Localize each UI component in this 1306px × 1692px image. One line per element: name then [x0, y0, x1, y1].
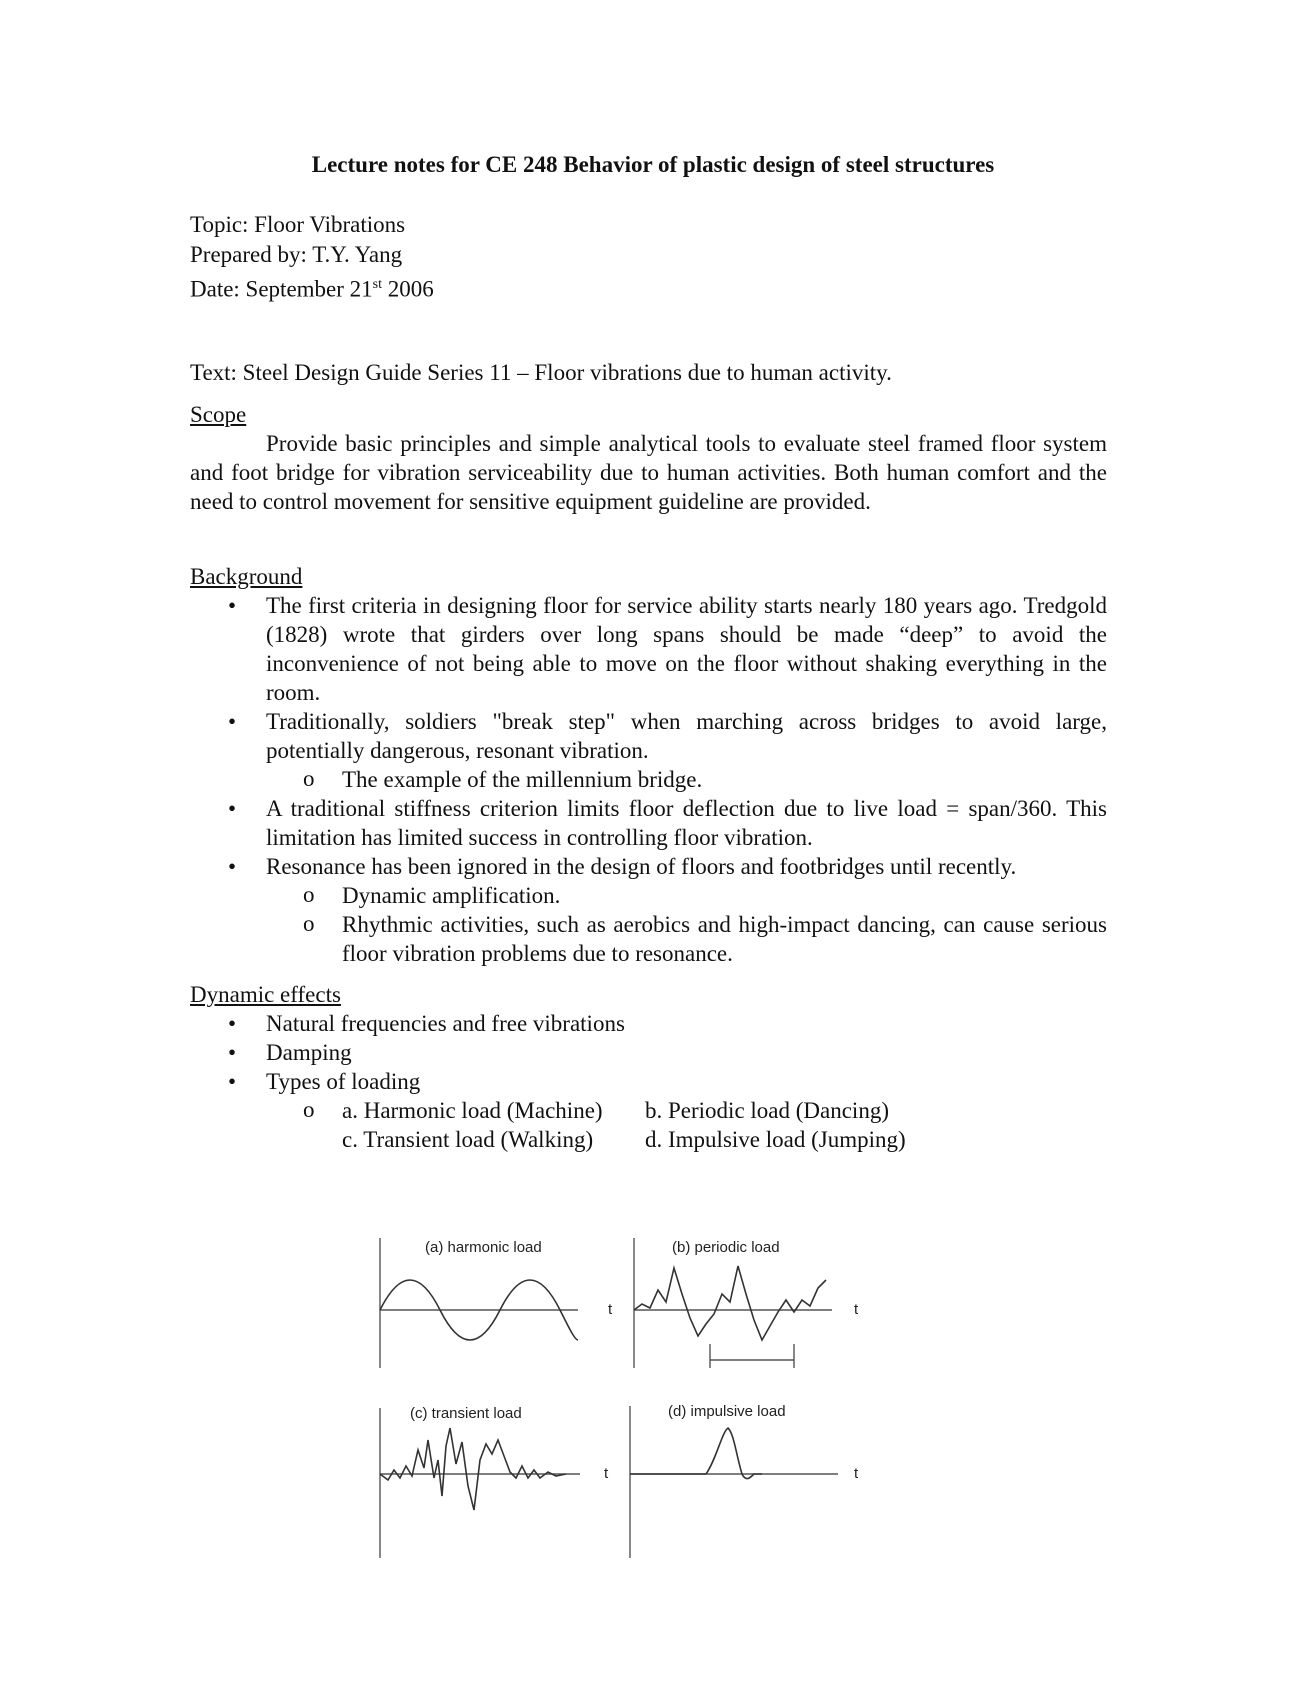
list-item: • A traditional stiffness criterion limits floor deflection due to live load = span/360. This limitation has limited success in controlling floor vibration.: [190, 794, 1107, 852]
scope-section: [190, 400, 1107, 516]
panel-harmonic: [380, 1238, 613, 1368]
dynamic-effects-section: [190, 980, 1107, 1154]
axis-t-d: t: [854, 1465, 859, 1482]
sub-list-item: [266, 1096, 1107, 1154]
load-type-c: c. Transient load (Walking): [342, 1127, 594, 1152]
list-item: [190, 707, 1107, 794]
panel-transient: [380, 1405, 609, 1558]
panel-impulsive: [630, 1403, 859, 1558]
load-types-figure: [370, 1228, 890, 1568]
load-type-b: b. Periodic load (Dancing): [645, 1098, 889, 1123]
load-types-diagram: [370, 1228, 890, 1568]
axis-t-b: t: [854, 1301, 859, 1318]
prepared-by-line: Prepared by: T.Y. Yang: [190, 242, 403, 267]
panel-label-c: (c) transient load: [410, 1405, 522, 1422]
list-item-text: Resonance has been ignored in the design of floors and footbridges until recently.: [266, 854, 1017, 879]
periodic-curve: [634, 1266, 826, 1340]
sub-list-item: o Rhythmic activities, such as aerobics and high-impact dancing, can cause serious floor vibration problems due to resonance.: [266, 910, 1107, 968]
list-item: • Natural frequencies and free vibrations: [190, 1009, 1107, 1038]
panel-label-a: (a) harmonic load: [425, 1239, 542, 1256]
panel-label-b: (b) periodic load: [672, 1239, 780, 1256]
sub-list-item: o Dynamic amplification.: [266, 881, 1107, 910]
background-list: [190, 591, 1107, 968]
sub-list: [266, 881, 1107, 968]
sub-list: [266, 1096, 1107, 1154]
load-type-a: o a. Harmonic load (Machine): [342, 1098, 603, 1123]
load-type-d: d. Impulsive load (Jumping): [645, 1127, 906, 1152]
sub-list-item: o The example of the millennium bridge.: [266, 765, 1107, 794]
dynamic-list: [190, 1009, 1107, 1154]
list-item-text: Traditionally, soldiers "break step" when marching across bridges to avoid large, potentially dangerous, resonant vibration.: [266, 709, 1107, 763]
list-item: • Damping: [190, 1038, 1107, 1067]
transient-curve: [380, 1428, 566, 1510]
background-heading: Background: [190, 564, 303, 589]
dynamic-effects-heading: Dynamic effects: [190, 982, 341, 1007]
text-reference: Text: Steel Design Guide Series 11 – Floor vibrations due to human activity.: [190, 360, 892, 385]
topic-line: Topic: Floor Vibrations: [190, 212, 406, 237]
axis-t-a: t: [608, 1301, 613, 1318]
scope-heading: Scope: [190, 402, 247, 427]
date-line: [190, 270, 434, 300]
scope-body: Provide basic principles and simple analytical tools to evaluate steel framed floor system and foot bridge for vibration serviceability due to human activities. Both human comfort and the need to control movement for sensitive equipment guideline are provided.: [190, 431, 1107, 514]
panel-label-d: (d) impulsive load: [668, 1403, 786, 1420]
document-header: [190, 210, 434, 300]
impulsive-curve: [630, 1428, 762, 1479]
list-item-text: Types of loading: [266, 1069, 421, 1094]
list-item: [190, 852, 1107, 968]
document-title: Lecture notes for CE 248 Behavior of plastic design of steel structures: [311, 152, 995, 177]
axis-t-c: t: [604, 1465, 609, 1482]
date-superscript: st: [372, 277, 383, 292]
date-suffix: 2006: [382, 276, 434, 302]
list-item: • The first criteria in designing floor for service ability starts nearly 180 years ago. Tredgold (1828) wrote that girders over long spans should be made “deep” to avoid the inconvenience of not being able to move on the floor without shaking everything in the room.: [190, 591, 1107, 707]
load-types-grid: [342, 1096, 1107, 1154]
date-prefix: Date: September 21: [190, 276, 373, 302]
list-item: [190, 1067, 1107, 1154]
panel-periodic: [634, 1238, 859, 1368]
background-section: [190, 562, 1107, 968]
sub-list: [266, 765, 1107, 794]
